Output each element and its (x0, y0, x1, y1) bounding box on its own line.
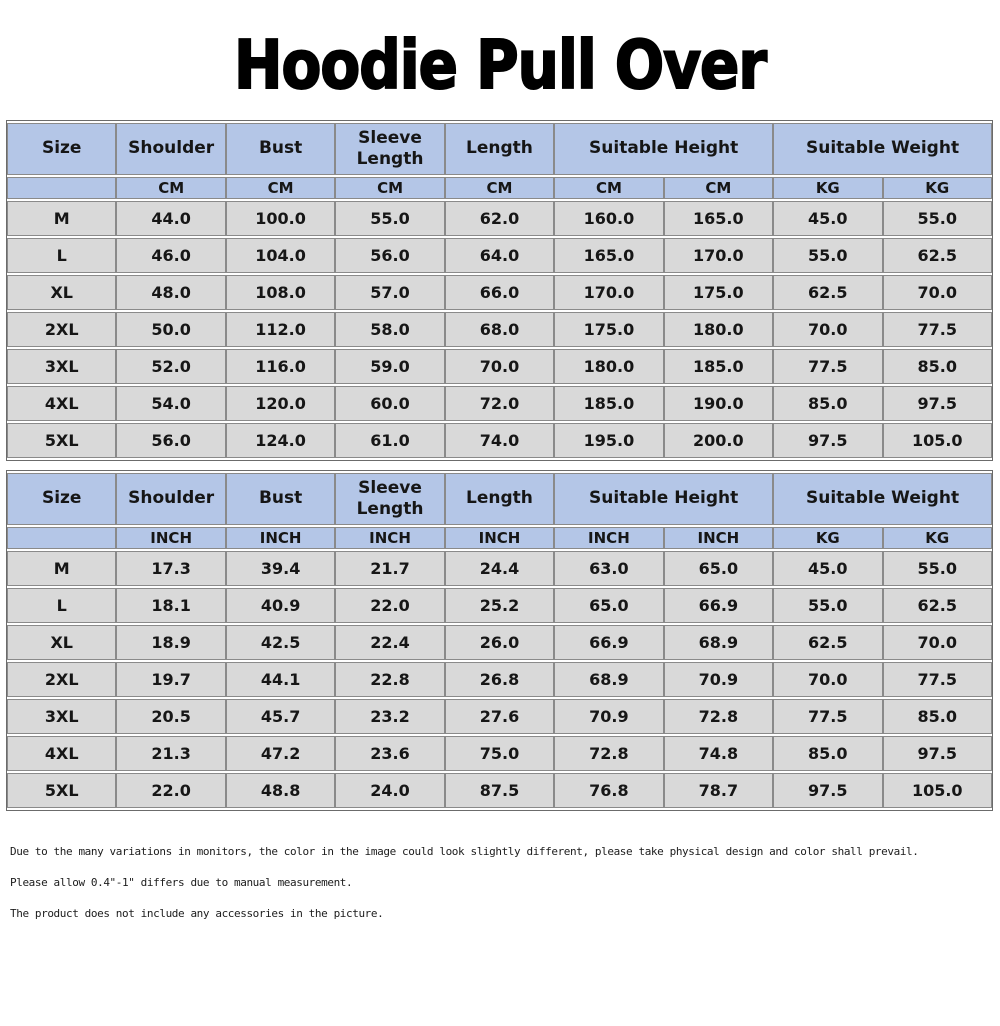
measurement-cell: 124.0 (226, 423, 335, 458)
column-header: Sleeve Length (335, 473, 444, 525)
measurement-cell: 97.5 (773, 423, 882, 458)
size-row (7, 423, 992, 458)
size-row (7, 312, 992, 347)
measurement-cell: 85.0 (883, 699, 993, 734)
column-header: Sleeve Length (335, 123, 444, 175)
measurement-cell: 39.4 (226, 551, 335, 586)
unit-cell: CM (226, 177, 335, 199)
disclaimer-line: Please allow 0.4"-1" differs due to manual measurement. (10, 876, 353, 889)
measurement-cell: 165.0 (554, 238, 663, 273)
column-header: Length (445, 123, 554, 175)
size-row (7, 736, 992, 771)
measurement-cell: 200.0 (664, 423, 773, 458)
measurement-cell: 180.0 (664, 312, 773, 347)
measurement-cell: 24.4 (445, 551, 554, 586)
size-row (7, 238, 992, 273)
size-label-cell: XL (7, 625, 116, 660)
unit-cell: INCH (116, 527, 225, 549)
measurement-cell: 170.0 (664, 238, 773, 273)
size-row (7, 662, 992, 697)
measurement-cell: 45.0 (773, 201, 882, 236)
measurement-cell: 55.0 (773, 588, 882, 623)
page-title: Hoodie Pull Over (234, 25, 766, 105)
measurement-cell: 62.5 (883, 588, 993, 623)
measurement-cell: 58.0 (335, 312, 444, 347)
measurement-cell: 74.8 (664, 736, 773, 771)
measurement-cell: 68.9 (664, 625, 773, 660)
unit-row (7, 177, 992, 199)
measurement-cell: 18.1 (116, 588, 225, 623)
measurement-cell: 44.1 (226, 662, 335, 697)
measurement-cell: 56.0 (116, 423, 225, 458)
column-header: Suitable Weight (773, 123, 992, 175)
measurement-cell: 70.0 (883, 275, 993, 310)
measurement-cell: 21.7 (335, 551, 444, 586)
column-header: Suitable Height (554, 123, 773, 175)
measurement-cell: 47.2 (226, 736, 335, 771)
measurement-cell: 45.7 (226, 699, 335, 734)
measurement-cell: 97.5 (883, 386, 993, 421)
measurement-cell: 100.0 (226, 201, 335, 236)
measurement-cell: 23.2 (335, 699, 444, 734)
size-label-cell: 2XL (7, 312, 116, 347)
size-row (7, 201, 992, 236)
column-header: Length (445, 473, 554, 525)
column-header: Bust (226, 473, 335, 525)
size-chart-page (0, 26, 1000, 1026)
measurement-cell: 55.0 (773, 238, 882, 273)
measurement-cell: 27.6 (445, 699, 554, 734)
measurement-cell: 68.0 (445, 312, 554, 347)
unit-cell: CM (335, 177, 444, 199)
unit-cell: KG (773, 177, 882, 199)
measurement-cell: 77.5 (773, 349, 882, 384)
measurement-cell: 21.3 (116, 736, 225, 771)
size-label-cell: 3XL (7, 699, 116, 734)
size-label-cell: 5XL (7, 423, 116, 458)
measurement-cell: 60.0 (335, 386, 444, 421)
size-label-cell: M (7, 201, 116, 236)
measurement-cell: 61.0 (335, 423, 444, 458)
measurement-cell: 104.0 (226, 238, 335, 273)
measurement-cell: 72.8 (554, 736, 663, 771)
column-header: Shoulder (116, 123, 225, 175)
measurement-cell: 17.3 (116, 551, 225, 586)
measurement-cell: 55.0 (883, 551, 993, 586)
measurement-cell: 120.0 (226, 386, 335, 421)
measurement-cell: 25.2 (445, 588, 554, 623)
unit-cell: INCH (664, 527, 773, 549)
unit-cell: CM (554, 177, 663, 199)
measurement-cell: 54.0 (116, 386, 225, 421)
measurement-cell: 44.0 (116, 201, 225, 236)
measurement-cell: 77.5 (883, 312, 993, 347)
measurement-cell: 75.0 (445, 736, 554, 771)
measurement-cell: 24.0 (335, 773, 444, 808)
size-row (7, 699, 992, 734)
unit-cell: INCH (554, 527, 663, 549)
measurement-cell: 70.9 (664, 662, 773, 697)
measurement-cell: 68.9 (554, 662, 663, 697)
measurement-cell: 64.0 (445, 238, 554, 273)
title-block (0, 26, 1000, 104)
measurement-cell: 116.0 (226, 349, 335, 384)
unit-cell: CM (116, 177, 225, 199)
header-row (7, 473, 992, 525)
measurement-cell: 22.8 (335, 662, 444, 697)
size-row (7, 275, 992, 310)
size-row (7, 625, 992, 660)
measurement-cell: 55.0 (335, 201, 444, 236)
measurement-cell: 63.0 (554, 551, 663, 586)
measurement-cell: 62.5 (773, 275, 882, 310)
size-row (7, 773, 992, 808)
size-row (7, 551, 992, 586)
unit-cell: CM (664, 177, 773, 199)
disclaimer-notes (10, 845, 1000, 920)
measurement-cell: 65.0 (554, 588, 663, 623)
measurement-cell: 97.5 (883, 736, 993, 771)
measurement-cell: 26.0 (445, 625, 554, 660)
cm-size-table (6, 120, 993, 461)
measurement-cell: 175.0 (554, 312, 663, 347)
measurement-cell: 40.9 (226, 588, 335, 623)
measurement-cell: 62.5 (773, 625, 882, 660)
measurement-cell: 70.0 (445, 349, 554, 384)
size-label-cell: L (7, 588, 116, 623)
size-row (7, 349, 992, 384)
unit-cell: INCH (335, 527, 444, 549)
measurement-cell: 46.0 (116, 238, 225, 273)
unit-cell (7, 527, 116, 549)
inch-size-table (6, 470, 993, 811)
column-header: Suitable Weight (773, 473, 992, 525)
measurement-cell: 48.0 (116, 275, 225, 310)
measurement-cell: 77.5 (773, 699, 882, 734)
measurement-cell: 26.8 (445, 662, 554, 697)
measurement-cell: 85.0 (773, 386, 882, 421)
size-row (7, 386, 992, 421)
measurement-cell: 72.0 (445, 386, 554, 421)
measurement-cell: 72.8 (664, 699, 773, 734)
size-label-cell: 3XL (7, 349, 116, 384)
measurement-cell: 195.0 (554, 423, 663, 458)
size-label-cell: 5XL (7, 773, 116, 808)
disclaimer-line: Due to the many variations in monitors, the color in the image could look slightly different, please take physical design and color shall prevail. (10, 845, 919, 858)
unit-cell: KG (883, 527, 993, 549)
size-label-cell: 2XL (7, 662, 116, 697)
measurement-cell: 50.0 (116, 312, 225, 347)
unit-cell (7, 177, 116, 199)
measurement-cell: 20.5 (116, 699, 225, 734)
measurement-cell: 97.5 (773, 773, 882, 808)
measurement-cell: 87.5 (445, 773, 554, 808)
measurement-cell: 66.9 (664, 588, 773, 623)
column-header: Bust (226, 123, 335, 175)
measurement-cell: 62.5 (883, 238, 993, 273)
measurement-cell: 76.8 (554, 773, 663, 808)
measurement-cell: 48.8 (226, 773, 335, 808)
measurement-cell: 42.5 (226, 625, 335, 660)
measurement-cell: 185.0 (554, 386, 663, 421)
measurement-cell: 66.9 (554, 625, 663, 660)
measurement-cell: 65.0 (664, 551, 773, 586)
measurement-cell: 105.0 (883, 423, 993, 458)
measurement-cell: 78.7 (664, 773, 773, 808)
header-row (7, 123, 992, 175)
measurement-cell: 57.0 (335, 275, 444, 310)
measurement-cell: 185.0 (664, 349, 773, 384)
disclaimer-line: The product does not include any accessories in the picture. (10, 907, 384, 920)
size-label-cell: XL (7, 275, 116, 310)
measurement-cell: 18.9 (116, 625, 225, 660)
size-label-cell: M (7, 551, 116, 586)
measurement-cell: 55.0 (883, 201, 993, 236)
measurement-cell: 70.0 (773, 312, 882, 347)
column-header: Shoulder (116, 473, 225, 525)
measurement-cell: 77.5 (883, 662, 993, 697)
unit-cell: KG (883, 177, 993, 199)
column-header: Size (7, 123, 116, 175)
measurement-cell: 85.0 (883, 349, 993, 384)
measurement-cell: 160.0 (554, 201, 663, 236)
measurement-cell: 66.0 (445, 275, 554, 310)
size-row (7, 588, 992, 623)
unit-cell: INCH (445, 527, 554, 549)
measurement-cell: 56.0 (335, 238, 444, 273)
measurement-cell: 22.0 (116, 773, 225, 808)
measurement-cell: 180.0 (554, 349, 663, 384)
measurement-cell: 23.6 (335, 736, 444, 771)
measurement-cell: 165.0 (664, 201, 773, 236)
measurement-cell: 70.9 (554, 699, 663, 734)
measurement-cell: 108.0 (226, 275, 335, 310)
unit-cell: CM (445, 177, 554, 199)
measurement-cell: 22.4 (335, 625, 444, 660)
measurement-cell: 59.0 (335, 349, 444, 384)
size-label-cell: 4XL (7, 386, 116, 421)
measurement-cell: 52.0 (116, 349, 225, 384)
measurement-cell: 74.0 (445, 423, 554, 458)
size-label-cell: 4XL (7, 736, 116, 771)
measurement-cell: 105.0 (883, 773, 993, 808)
measurement-cell: 45.0 (773, 551, 882, 586)
measurement-cell: 175.0 (664, 275, 773, 310)
measurement-cell: 62.0 (445, 201, 554, 236)
measurement-cell: 85.0 (773, 736, 882, 771)
column-header: Size (7, 473, 116, 525)
measurement-cell: 170.0 (554, 275, 663, 310)
measurement-cell: 112.0 (226, 312, 335, 347)
column-header: Suitable Height (554, 473, 773, 525)
measurement-cell: 19.7 (116, 662, 225, 697)
measurement-cell: 70.0 (883, 625, 993, 660)
measurement-cell: 22.0 (335, 588, 444, 623)
measurement-cell: 70.0 (773, 662, 882, 697)
unit-row (7, 527, 992, 549)
unit-cell: KG (773, 527, 882, 549)
measurement-cell: 190.0 (664, 386, 773, 421)
size-label-cell: L (7, 238, 116, 273)
unit-cell: INCH (226, 527, 335, 549)
